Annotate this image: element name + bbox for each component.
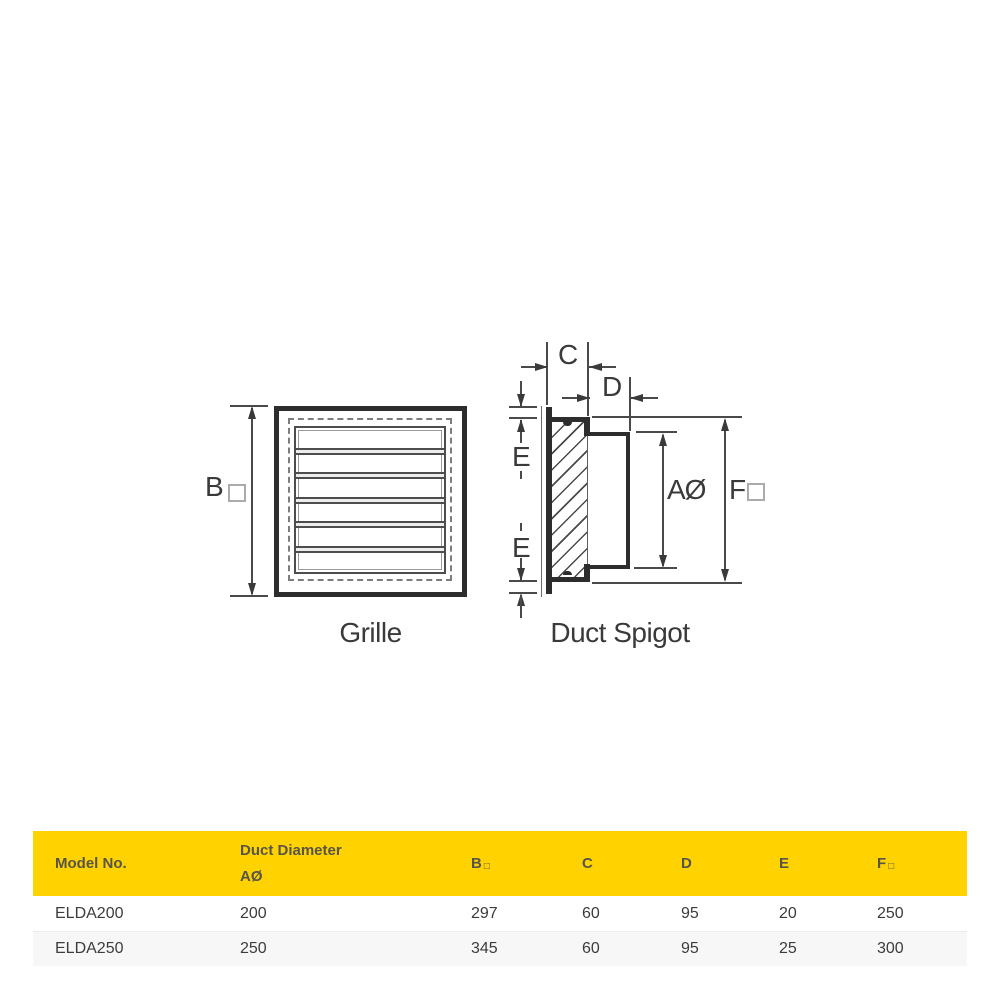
dimension-line-f bbox=[724, 420, 726, 580]
table-row bbox=[33, 896, 967, 931]
dim-label-d: D bbox=[602, 371, 622, 402]
louvre-slat bbox=[296, 472, 444, 479]
spec-table bbox=[33, 831, 967, 966]
extension-line bbox=[592, 416, 742, 418]
square-symbol bbox=[228, 484, 246, 502]
extension-line bbox=[592, 582, 742, 584]
table-header-row bbox=[33, 831, 967, 896]
model-no-cell: ELDA200 bbox=[55, 904, 124, 922]
spigot-tube bbox=[588, 432, 630, 569]
arrowhead bbox=[659, 555, 667, 568]
grille-caption: Grille bbox=[339, 617, 402, 648]
e-cell: 20 bbox=[779, 904, 797, 922]
col-header-b bbox=[471, 855, 582, 872]
arrowhead bbox=[577, 394, 590, 402]
duct-spigot-caption: Duct Spigot bbox=[550, 617, 690, 648]
extension-line bbox=[636, 431, 677, 433]
dim-label-b: B bbox=[205, 471, 223, 502]
arrowhead bbox=[535, 363, 548, 371]
square-symbol: □ bbox=[483, 861, 490, 872]
dimension-line-b bbox=[251, 408, 253, 594]
extension-line bbox=[629, 377, 631, 431]
col-header-e: E bbox=[779, 855, 790, 872]
col-header-duct-diameter-line2: AØ bbox=[240, 867, 263, 885]
extension-tick bbox=[509, 580, 537, 582]
c-cell: 60 bbox=[582, 940, 600, 957]
dim-label-e-bottom: E bbox=[512, 532, 530, 563]
arrowhead bbox=[248, 406, 256, 419]
e-cell: 25 bbox=[779, 940, 797, 957]
f-cell: 300 bbox=[877, 940, 904, 957]
b-cell: 297 bbox=[471, 904, 498, 922]
extension-line bbox=[546, 342, 548, 405]
square-symbol: □ bbox=[888, 861, 895, 872]
arrowhead bbox=[517, 394, 525, 407]
col-header-b-letter: B bbox=[471, 855, 482, 872]
dim-label-a: AØ bbox=[667, 474, 706, 505]
dimension-line-a bbox=[662, 435, 664, 566]
louvre-slat bbox=[296, 546, 444, 553]
dim-label-e-top: E bbox=[512, 441, 530, 472]
col-header-f-letter: F bbox=[877, 855, 887, 872]
wall-face-line bbox=[541, 406, 542, 597]
table-row bbox=[33, 931, 967, 966]
spigot-step-bottom bbox=[584, 564, 590, 582]
d-cell: 95 bbox=[681, 904, 699, 922]
square-symbol bbox=[747, 483, 765, 501]
arrowhead bbox=[517, 419, 525, 432]
grille-louvre bbox=[294, 426, 446, 574]
extension-line bbox=[634, 567, 677, 569]
arrowhead bbox=[589, 363, 602, 371]
col-header-duct-diameter-line1: Duct Diameter bbox=[240, 841, 342, 859]
arrowhead bbox=[248, 583, 256, 596]
arrowhead bbox=[630, 394, 643, 402]
louvre-slat bbox=[296, 448, 444, 455]
clip-detail bbox=[563, 571, 572, 575]
louvre-slat bbox=[296, 497, 444, 504]
dimension-line-e bbox=[520, 595, 522, 618]
leader-dash bbox=[520, 523, 522, 531]
b-cell: 345 bbox=[471, 940, 498, 957]
leader-dash bbox=[520, 471, 522, 479]
spigot-collar-hatched bbox=[552, 417, 588, 582]
arrowhead bbox=[721, 418, 729, 431]
louvre-slat bbox=[296, 521, 444, 528]
duct-diameter-cell: 250 bbox=[240, 940, 267, 957]
col-header-f bbox=[877, 855, 967, 872]
col-header-d: D bbox=[681, 855, 692, 872]
c-cell: 60 bbox=[582, 904, 600, 922]
col-header-model: Model No. bbox=[55, 855, 127, 872]
col-header-duct-diameter bbox=[240, 838, 471, 890]
col-header-c: C bbox=[582, 855, 593, 872]
d-cell: 95 bbox=[681, 940, 699, 957]
arrowhead bbox=[721, 569, 729, 582]
arrowhead bbox=[659, 433, 667, 446]
spigot-step-top bbox=[584, 417, 590, 436]
duct-diameter-cell: 200 bbox=[240, 904, 267, 922]
dim-label-f: F bbox=[729, 474, 746, 505]
dim-label-c: C bbox=[558, 339, 578, 370]
model-no-cell: ELDA250 bbox=[55, 940, 124, 957]
extension-line bbox=[587, 342, 589, 416]
f-cell: 250 bbox=[877, 904, 904, 922]
